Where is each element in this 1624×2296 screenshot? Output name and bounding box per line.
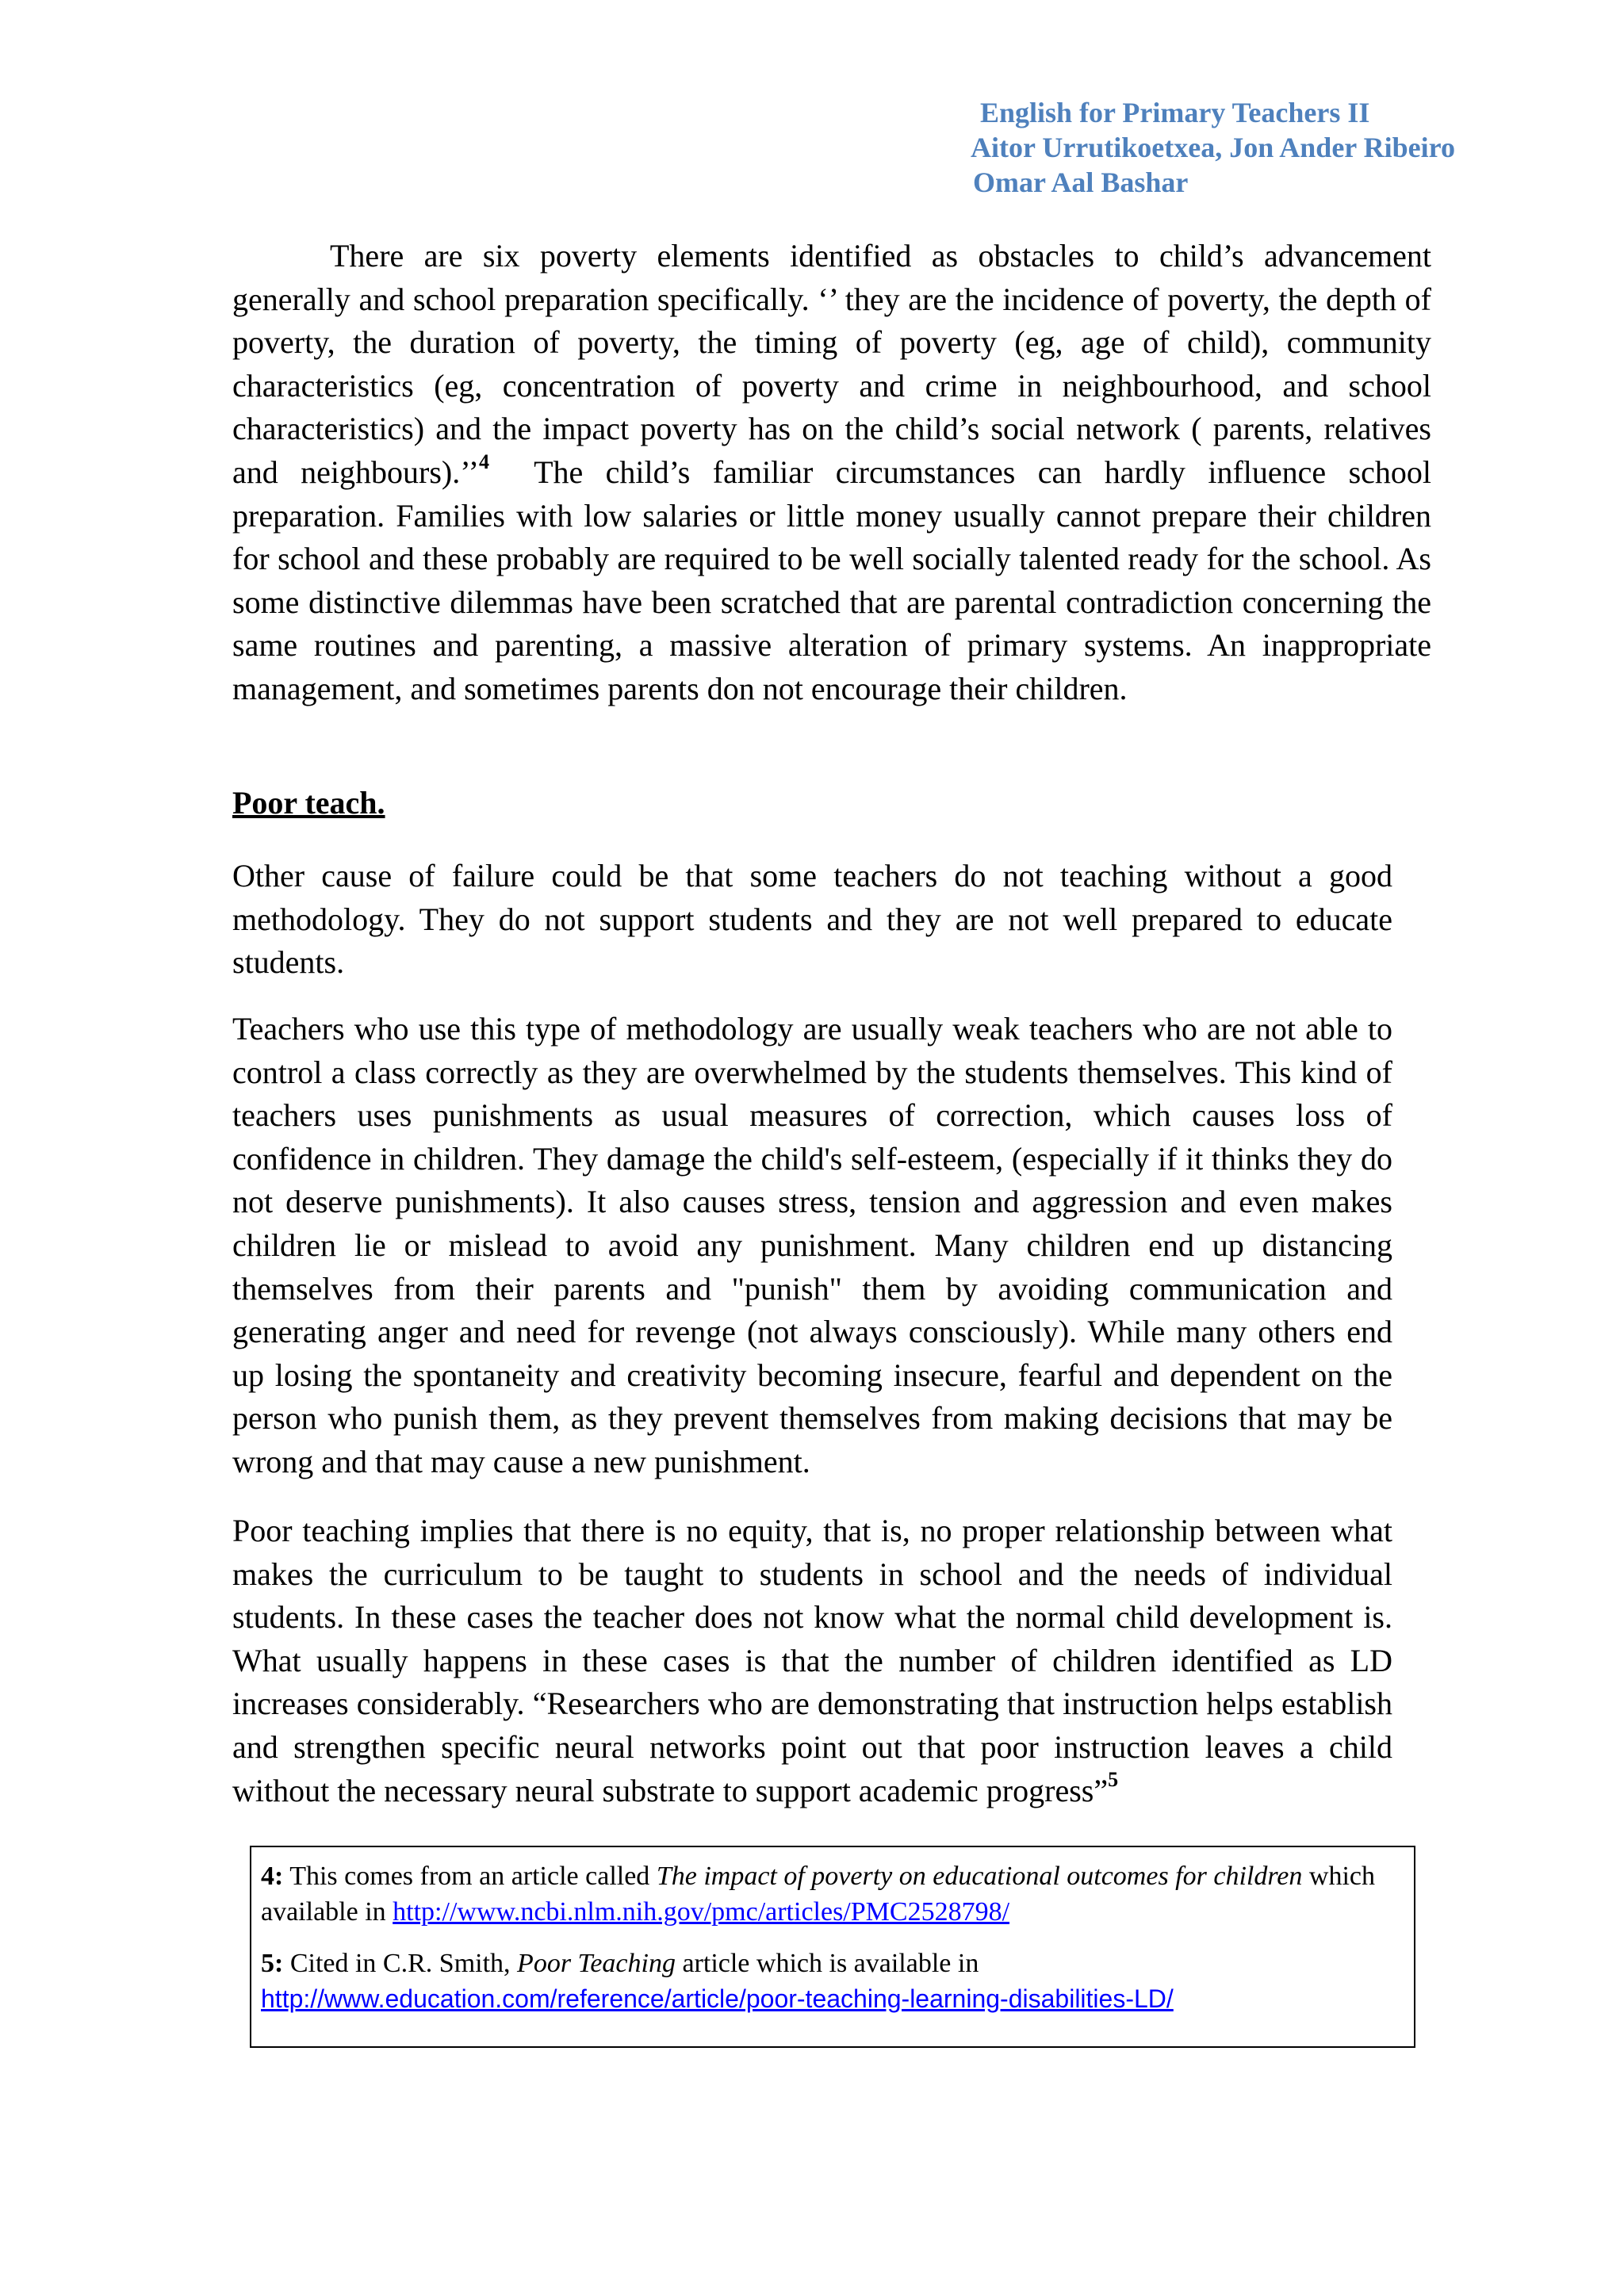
- paragraph-poverty-elements-text: There are six poverty elements identified as obstacles to child’s advancement generally and school preparation specifically. ‘’ they are the incidence of poverty, the depth of poverty, the duration of poverty, the timing of poverty (eg, age of child), community characteristics (eg, concentration of poverty and crime in neighbourhood, and school characteristics) and the impact poverty has on the child’s social network ( parents, relatives and neighbours).’’: [232, 238, 1431, 490]
- paragraph-cause-of-failure: Other cause of failure could be that some teachers do not teaching without a good methodology. They do not support students and they are not well prepared to educate students.: [232, 858, 1392, 981]
- footnote-4-link[interactable]: http://www.ncbi.nlm.nih.gov/pmc/articles/PMC2528798/: [393, 1897, 1010, 1927]
- footnote-5-link[interactable]: http://www.education.com/reference/article/poor-teaching-learning-disabilities-LD/: [261, 1984, 1174, 2013]
- footnote-4-outro: which available in: [261, 1862, 1375, 1927]
- header-authors: Aitor Urrutikoetxea, Jon Ander Ribeiro: [971, 132, 1455, 163]
- footnote-5-outro: article which is available in: [675, 1949, 979, 1978]
- footnote-ref-4[interactable]: 4: [478, 450, 489, 473]
- footnote-ref-5[interactable]: 5: [1108, 1768, 1119, 1792]
- paragraph-poor-teaching-equity-text: Poor teaching implies that there is no equity, that is, no proper relationship between what makes the curriculum to be taught to students in school and the needs of individual students. In these cases the teacher does not know what the normal child development is. What usually happens in these cases is that the number of children identified as LD increases considerably. “Researchers who are demonstrating that instruction helps establish and strengthen specific neural networks point out that poor instruction leaves a child without the necessary neural substrate to support academic progress”: [232, 1513, 1392, 1808]
- footnote-4: [261, 1858, 1401, 1930]
- footnote-5-intro: Cited in C.R. Smith,: [283, 1949, 518, 1978]
- footnote-5-article-title: Poor Teaching: [517, 1949, 676, 1978]
- paragraph-poverty-elements: [232, 235, 1431, 711]
- paragraph-weak-teachers: Teachers who use this type of methodology are usually weak teachers who are not able to control a class correctly as they are overwhelmed by the students themselves. This kind of teachers uses punishments as usual measures of correction, which causes loss of confidence in children. They damage the child's self-esteem, (especially if it thinks they do not deserve punishments). It also causes stress, tension and aggression and even makes children lie or mislead to avoid any punishment. Many children end up distancing themselves from their parents and "punish" them by avoiding communication and generating anger and need for revenge (not always consciously). While many others end up losing the spontaneity and creativity becoming insecure, fearful and dependent on the person who punish them, as they prevent themselves from making decisions that may be wrong and that may cause a new punishment.: [232, 1011, 1392, 1479]
- footnote-5-link-line: [261, 1981, 1401, 2017]
- paragraph-poor-teaching-equity: [232, 1510, 1392, 1812]
- footnote-4-number: 4:: [261, 1862, 284, 1891]
- header-author-extra: Omar Aal Bashar: [973, 166, 1189, 198]
- header-course-title: English for Primary Teachers II: [980, 97, 1370, 128]
- section-heading-poor-teach: Poor teach.: [232, 785, 385, 821]
- paragraph-poverty-elements-continuation: The child’s familiar circumstances can hardly influence school preparation. Families with low salaries or little money usually cannot prepare their children for school and these probably are required to be well socially talented ready for the school. As some distinctive dilemmas have been scratched that are parental contradiction concerning the same routines and parenting, a massive alteration of primary systems. An inappropriate management, and sometimes parents don not encourage their children.: [232, 453, 1432, 706]
- footnote-4-intro: This comes from an article called: [283, 1862, 657, 1891]
- footnotes-box: [250, 1846, 1415, 2048]
- footnote-4-article-title: The impact of poverty on educational outcomes for children: [656, 1862, 1303, 1891]
- footnote-5: [261, 1946, 1401, 1981]
- footnote-5-number: 5:: [261, 1949, 284, 1978]
